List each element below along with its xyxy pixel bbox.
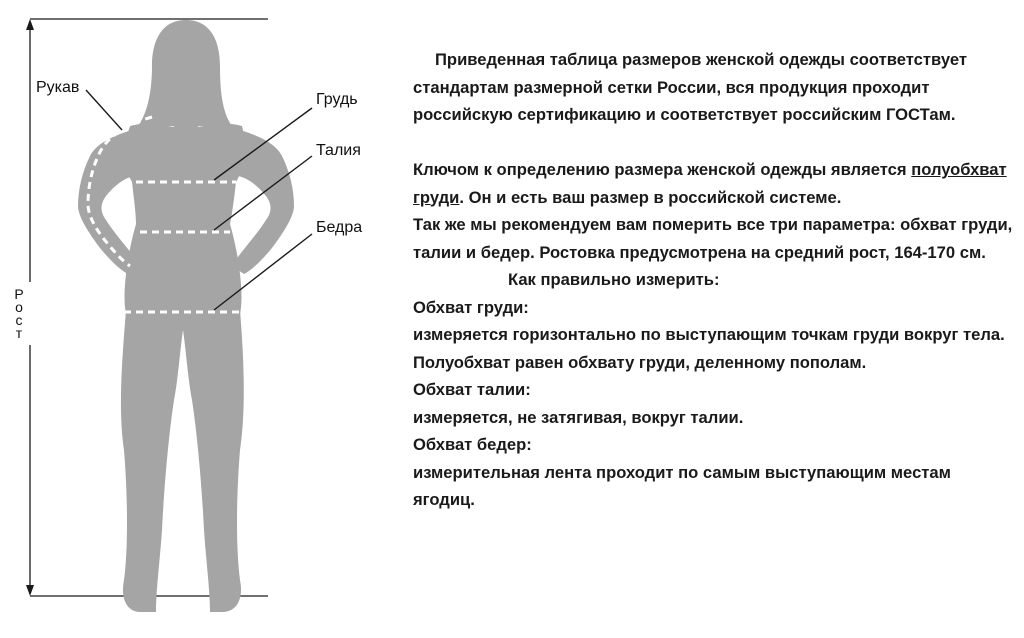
hips-heading: Обхват бедер: [413, 435, 532, 454]
body-silhouette [78, 20, 294, 612]
key-paragraph [413, 156, 1013, 211]
half-chest-term: полуобхват груди [413, 160, 1007, 207]
sleeve-label: Рукав [36, 79, 80, 96]
height-label-letter: с [15, 312, 23, 328]
key-text-end: . Он и есть ваш размер в российской системе. [459, 187, 842, 207]
height-label [12, 288, 26, 340]
chest-description: измеряется горизонтально по выступающим точкам груди вокруг тела. Полуобхват равен обхвату груди, деленному пополам. [413, 325, 1005, 372]
hips-description: измерительная лента проходит по самым выступающим местам ягодиц. [413, 462, 951, 509]
how-to-measure-heading: Как правильно измерить: [508, 270, 720, 289]
recommend-paragraph: Так же мы рекомендуем вам померить все три параметра: обхват груди, талии и бедер. Ростовка предусмотрена на средний рост, 164-170 см. [413, 215, 1013, 262]
height-label-letter: Р [14, 286, 24, 302]
chest-heading: Обхват груди: [413, 297, 529, 317]
waist-heading: Обхват талии: [413, 380, 531, 399]
waist-label: Талия [316, 142, 361, 159]
sleeve-pointer [86, 90, 122, 130]
size-guide-text [413, 46, 1013, 514]
hips-label: Бедра [316, 219, 363, 236]
height-label-letter: о [15, 299, 23, 315]
waist-description: измеряется, не затягивая, вокруг талии. [413, 407, 744, 427]
chest-label: Грудь [316, 91, 358, 108]
key-text: Ключом к определению размера женской одежды является [413, 160, 912, 179]
intro-paragraph: Приведенная таблица размеров женской одежды соответствует стандартам размерной сетки России, вся продукция проходит российскую сертификацию и соответствует российским ГОСТам. [413, 50, 967, 124]
height-label-letter: т [15, 325, 23, 341]
